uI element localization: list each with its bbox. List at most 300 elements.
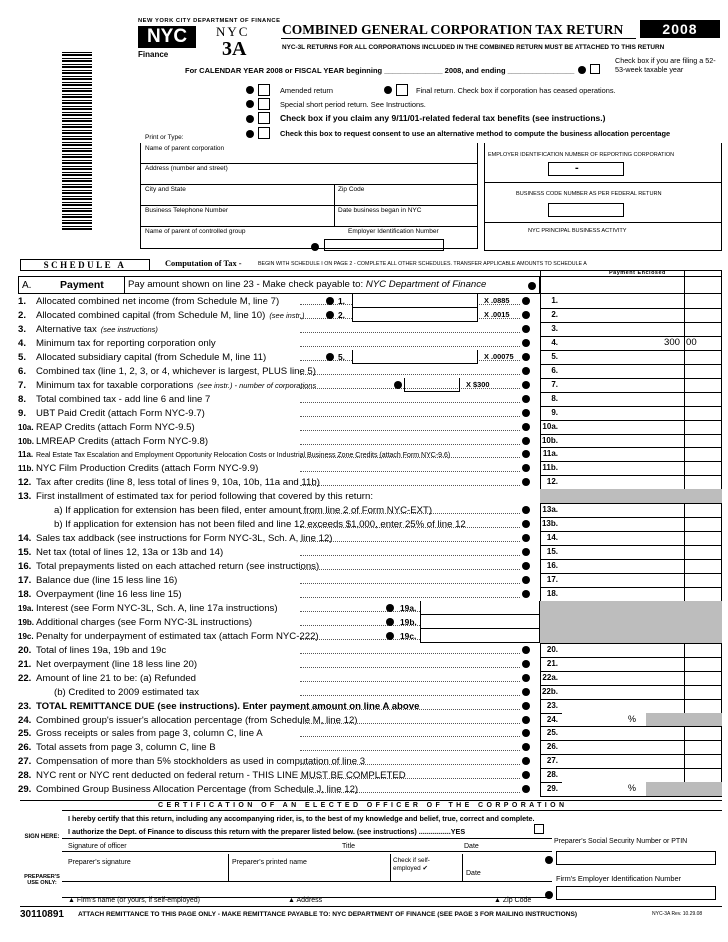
line-text: NYC rent or NYC rent deducted on federal return - THIS LINE MUST BE COMPLETED xyxy=(36,770,406,782)
print-or-type: Print or Type: xyxy=(145,134,184,141)
cert-line-2: I authorize the Dept. of Finance to discuss this return with the preparer listed below. (see instructions) ................YES xyxy=(68,827,466,836)
box-label: 11a. xyxy=(542,449,558,459)
mid-label: 2. xyxy=(338,309,345,320)
divider xyxy=(390,854,391,882)
bullet-icon xyxy=(522,674,530,682)
bullet-icon xyxy=(246,130,254,138)
bullet-icon xyxy=(522,590,530,598)
bullet-icon xyxy=(522,395,530,403)
box-label: 24. xyxy=(546,714,558,724)
bullet-icon xyxy=(522,353,530,361)
mid-label: 1. xyxy=(338,296,345,306)
line-number: 7. xyxy=(18,379,27,391)
911-label: Check box if you claim any 9/11/01-related federal tax benefits (see instructions.) xyxy=(280,113,606,123)
line-text: Combined tax (line 1, 2, 3, or 4, whichever is largest, PLUS line 5) xyxy=(36,365,316,377)
line-text: Net overpayment (line 18 less line 20) xyxy=(36,658,198,670)
bullet-icon xyxy=(246,115,254,123)
form-revision: NYC-3A Rev. 10.29.08 xyxy=(652,911,703,917)
box-label: 13b. xyxy=(541,519,558,529)
date-began-label: Date business began in NYC xyxy=(338,207,422,214)
line-number: 20. xyxy=(18,644,32,656)
amount-input[interactable] xyxy=(562,531,684,545)
box-label: 20. xyxy=(546,644,558,654)
amount-input[interactable] xyxy=(562,378,684,392)
line-text: Combined group's issuer's allocation percentage (from Schedule M, line 12) xyxy=(36,714,358,726)
line-note: (see instructions) xyxy=(100,324,158,334)
line-row xyxy=(18,645,538,658)
leader-dots xyxy=(300,723,520,724)
amount-input[interactable] xyxy=(562,461,684,475)
amount-input[interactable] xyxy=(562,768,684,782)
line-text: a) If application for extension has been filed, enter amount from line 2 of Form NYC-EXT) xyxy=(54,505,433,517)
leader-dots xyxy=(300,750,520,751)
barcode xyxy=(62,50,92,230)
amount-input xyxy=(540,629,722,643)
line-row xyxy=(18,756,538,769)
bullet-icon xyxy=(326,311,334,319)
nyc-activity-label: NYC PRINCIPAL BUSINESS ACTIVITY xyxy=(528,228,627,234)
line-row xyxy=(18,477,538,490)
ein-label: Employer Identification Number xyxy=(348,228,439,235)
leader-dots xyxy=(300,471,520,472)
bullet-icon xyxy=(522,367,530,375)
line-row xyxy=(18,436,538,449)
amount-input[interactable] xyxy=(562,350,684,364)
bullet-icon xyxy=(394,381,402,389)
amount-input[interactable] xyxy=(562,740,684,754)
box-label: 7. xyxy=(551,379,558,389)
line-text: Allocated combined net income (from Schedule M, line 7) xyxy=(36,296,280,307)
title-label: Title xyxy=(342,843,355,850)
amended-label: Amended return xyxy=(280,86,333,95)
leader-dots xyxy=(300,444,520,445)
leader-dots xyxy=(300,430,520,431)
amount-input[interactable] xyxy=(562,559,684,573)
leader-dots xyxy=(300,736,520,737)
amount-input[interactable] xyxy=(562,726,684,740)
line-number: 11a. xyxy=(18,450,34,460)
line-row xyxy=(18,491,538,504)
amount-input[interactable] xyxy=(562,503,684,517)
line-text: Compensation of more than 5% stockholders as used in computation of line 3 xyxy=(36,756,366,768)
amount-input[interactable] xyxy=(562,685,684,699)
bullet-icon xyxy=(528,282,536,290)
box-label: 14. xyxy=(546,533,558,543)
amount-input[interactable]: 300 xyxy=(663,336,680,348)
line-text: Balance due (line 15 less line 16) xyxy=(36,575,178,586)
line-row xyxy=(18,687,538,700)
leader-dots xyxy=(300,374,520,375)
cert-title: CERTIFICATION OF AN ELECTED OFFICER OF THE CORPORATION xyxy=(158,802,568,809)
leader-dots xyxy=(300,569,520,570)
ein-controlled-input[interactable] xyxy=(324,239,444,251)
line-number: 3. xyxy=(18,323,27,335)
ein-input[interactable] xyxy=(548,162,624,176)
line-row xyxy=(18,547,538,560)
box-label: 22b. xyxy=(541,686,558,696)
box-label: 28. xyxy=(546,770,558,780)
line-text: Combined Group Business Allocation Percentage (from Schedule J, line 12) xyxy=(36,784,359,796)
mid-label: 19a. xyxy=(400,602,417,613)
line-row xyxy=(18,366,538,379)
rate-label: X .0885 xyxy=(484,296,510,305)
line-text: Alternative tax xyxy=(36,323,97,335)
logo-sub: Finance xyxy=(138,50,169,59)
line-text: Net tax (total of lines 12, 13a or 13b and 14) xyxy=(36,547,224,559)
line-text: Real Estate Tax Escalation and Employment Opportunity Relocation Costs or Industrial Business Zone Credits (attach Form NYC-9.6) xyxy=(36,452,451,460)
divider xyxy=(124,276,125,294)
form-code-2: 3A xyxy=(222,38,247,60)
mid-label: 19b. xyxy=(400,616,417,627)
zip-label: Zip Code xyxy=(338,186,365,193)
line-number: 10b. xyxy=(18,436,35,446)
business-code-input[interactable] xyxy=(548,203,624,217)
amount-input[interactable] xyxy=(562,643,684,657)
leader-dots xyxy=(300,402,520,403)
percent-sign: % xyxy=(628,783,637,794)
line-number: 16. xyxy=(18,561,32,573)
mid-amount-input[interactable] xyxy=(352,294,478,308)
mid-amount-input[interactable] xyxy=(352,308,478,322)
bullet-icon xyxy=(522,311,530,319)
leader-dots xyxy=(300,764,520,765)
leader-dots xyxy=(300,778,520,779)
line-row xyxy=(18,673,538,686)
sign-here: SIGN HERE: xyxy=(24,834,60,840)
prep-name-label: Preparer's printed name xyxy=(232,859,307,866)
firm-ein-input[interactable] xyxy=(556,886,716,900)
leader-dots xyxy=(300,346,520,347)
box-label: 10a. xyxy=(542,421,558,431)
amount-input[interactable] xyxy=(562,475,684,489)
bullet-icon xyxy=(246,86,254,94)
leader-dots xyxy=(300,695,520,696)
date-label: Date xyxy=(464,843,479,850)
form-subtitle: NYC-3L RETURNS FOR ALL CORPORATIONS INCLUDED IN THE COMBINED RETURN MUST BE ATTACHED TO THIS RETURN xyxy=(282,44,665,51)
line-text: Tax after credits (line 8, less total of lines 9, 10a, 10b, 11a and 11b) xyxy=(36,477,320,489)
bullet-icon xyxy=(522,437,530,445)
percent-sign: % xyxy=(628,713,637,724)
hyphen: - xyxy=(575,162,579,174)
line-number: 15. xyxy=(18,547,32,559)
bullet-icon xyxy=(522,297,530,305)
controlled-group-label: Name of parent of controlled group xyxy=(145,228,246,235)
amount-input[interactable] xyxy=(562,294,684,308)
line-text: First installment of estimated tax for period following that covered by this return: xyxy=(36,491,373,503)
line-row xyxy=(18,659,538,672)
checkbox-amended[interactable] xyxy=(258,84,270,96)
line-text: Minimum tax for reporting corporation only xyxy=(36,337,216,349)
firm-name-label: ▲ Firm's name (or yours, if self-employed) xyxy=(68,897,200,904)
line-number: 19a. xyxy=(18,603,34,613)
line-text: b) If application for extension has not been filed and line 12 exceeds $1,000, enter 25% of line 12 xyxy=(54,519,466,531)
box-label: 2. xyxy=(551,309,558,319)
bullet-icon xyxy=(246,100,254,108)
line-text: LMREAP Credits (attach Form NYC-9.8) xyxy=(36,435,209,447)
mid-label: 5. xyxy=(338,351,345,362)
line-row xyxy=(18,770,538,783)
amount-input[interactable] xyxy=(562,308,684,322)
line-text: Gross receipts or sales from page 3, column C, line A xyxy=(36,728,263,740)
line-row xyxy=(18,784,538,797)
line-a-letter: A. xyxy=(22,280,32,291)
rule xyxy=(20,800,722,801)
mid-amount-input[interactable] xyxy=(420,629,540,643)
amount-input xyxy=(540,601,722,615)
rule xyxy=(540,796,722,797)
form-title: COMBINED GENERAL CORPORATION TAX RETURN xyxy=(282,22,624,37)
leader-dots xyxy=(300,457,520,458)
rule xyxy=(484,222,722,223)
rule xyxy=(140,184,478,185)
cert-line-1: I hereby certify that this return, including any accompanying rider, is, to the best of my knowledge and belief, true, correct and complete. xyxy=(68,814,535,823)
corp-count-input[interactable] xyxy=(404,378,460,392)
check-52-53-label: Check box if you are filing a 52- 53-week taxable year xyxy=(615,56,716,74)
amount-input[interactable] xyxy=(562,545,684,559)
amount-input[interactable] xyxy=(562,392,684,406)
bullet-icon xyxy=(386,632,394,640)
prep-sig-label: Preparer's signature xyxy=(68,859,131,866)
line-number: 19b. xyxy=(18,617,35,627)
amount-input xyxy=(540,489,722,503)
rule xyxy=(140,205,478,206)
line-text: (b) Credited to 2009 estimated tax xyxy=(54,686,200,698)
box-label: 18. xyxy=(546,588,558,598)
line-a-label: Payment xyxy=(60,279,104,291)
line-number: 13. xyxy=(18,491,32,503)
line-row xyxy=(18,394,538,407)
box-label: 5. xyxy=(551,351,558,361)
line-number: 6. xyxy=(18,365,27,377)
leader-dots xyxy=(300,792,520,793)
leader-dots xyxy=(300,416,520,417)
bullet-icon xyxy=(578,66,586,74)
alt-method-label: Check this box to request consent to use an alternative method to compute the business allocation percentage xyxy=(280,129,671,138)
line-note: (see instr.) xyxy=(269,310,305,320)
amount-input[interactable] xyxy=(562,406,684,420)
line-row xyxy=(18,505,538,518)
nyc-logo: NYC xyxy=(138,26,196,48)
line-text: Overpayment (line 16 less line 15) xyxy=(36,588,182,600)
bullet-icon xyxy=(522,409,530,417)
checkbox-911[interactable] xyxy=(258,112,270,124)
box-label: 21. xyxy=(546,658,558,668)
box-label: 12. xyxy=(546,477,558,487)
line-row xyxy=(18,701,538,714)
amount-input[interactable] xyxy=(562,587,684,601)
rule xyxy=(484,182,722,183)
line-number: 10a. xyxy=(18,422,34,432)
line-number: 5. xyxy=(18,351,27,363)
line-text: Minimum tax for taxable corporations xyxy=(36,379,194,391)
bullet-icon xyxy=(522,562,530,570)
line-row xyxy=(18,519,538,532)
line-text: Total of lines 19a, 19b and 19c xyxy=(36,644,167,656)
dept-name: NEW YORK CITY DEPARTMENT OF FINANCE xyxy=(138,18,281,24)
line-row xyxy=(18,561,538,574)
rule xyxy=(140,226,478,227)
line-number: 29. xyxy=(18,784,32,796)
line-row xyxy=(18,408,538,421)
cents-value: 00 xyxy=(686,336,697,348)
leader-dots xyxy=(300,527,520,528)
amount-input[interactable] xyxy=(562,447,684,461)
line-number: 22. xyxy=(18,672,32,684)
ssn-input[interactable] xyxy=(556,851,716,865)
fiscal-year-line: For CALENDAR YEAR 2008 or FISCAL YEAR beginning ______________ 2008, and ending ________________ xyxy=(185,66,575,75)
line-row xyxy=(18,575,538,588)
mid-label: 19c. xyxy=(400,630,417,641)
amount-input[interactable] xyxy=(562,699,684,713)
leader-dots xyxy=(300,681,520,682)
leader-dots xyxy=(300,513,520,514)
line-text: Allocated subsidiary capital (from Schedule M, line 11) xyxy=(36,351,267,363)
bullet-icon xyxy=(326,297,334,305)
line-number: 21. xyxy=(18,658,32,670)
box-label: 10b. xyxy=(541,435,558,445)
bullet-icon xyxy=(522,423,530,431)
checkbox-alt-method[interactable] xyxy=(258,127,270,139)
amount-input[interactable] xyxy=(562,573,684,587)
line-text: Allocated combined capital (from Schedule M, line 10) xyxy=(36,309,266,321)
amount-input[interactable] xyxy=(562,671,684,685)
box-label: 6. xyxy=(551,365,558,375)
rate-label: X .00075 xyxy=(484,351,514,361)
rule xyxy=(62,810,722,811)
line-text: UBT Paid Credit (attach Form NYC-9.7) xyxy=(36,407,205,419)
line-note: (see instr.) - number of corporations xyxy=(197,380,317,390)
box-label: 9. xyxy=(551,407,558,417)
payment-enclosed-label: Payment Enclosed xyxy=(609,270,666,276)
zip-label: ▲ Zip Code xyxy=(494,897,532,904)
mid-amount-input[interactable] xyxy=(352,350,478,364)
address-label: Address (number and street) xyxy=(145,165,228,172)
box-label: 29. xyxy=(546,784,558,794)
line-number: 11b. xyxy=(18,464,34,474)
box-label: 11b. xyxy=(542,463,558,473)
bullet-icon xyxy=(522,646,530,654)
line-number: 24. xyxy=(18,714,32,726)
form-year: 2008 xyxy=(640,20,720,38)
shaded-cell xyxy=(646,782,722,796)
line-text: Additional charges (see Form NYC-3L instructions) xyxy=(36,616,253,628)
amount-input xyxy=(540,615,722,629)
checkbox-52-53-week[interactable] xyxy=(590,64,600,74)
line-number: 28. xyxy=(18,770,32,782)
line-text: Amount of line 21 to be: (a) Refunded xyxy=(36,672,196,684)
leader-dots xyxy=(300,583,520,584)
firm-name-row[interactable] xyxy=(62,884,552,898)
checkbox-discuss-yes[interactable] xyxy=(534,824,544,834)
line-text: NYC Film Production Credits (attach Form NYC-9.9) xyxy=(36,463,259,475)
line-text: Total assets from page 3, column C, line B xyxy=(36,742,216,754)
id-box xyxy=(484,143,722,251)
box-label: 1. xyxy=(551,296,558,305)
divider xyxy=(228,854,229,882)
amount-input[interactable] xyxy=(562,754,684,768)
payment-enclosed-input[interactable] xyxy=(540,276,722,294)
line-text: Penalty for underpayment of estimated tax (attach Form NYC-222) xyxy=(36,630,319,642)
leader-dots xyxy=(300,597,520,598)
preparer-use: PREPARER'S USE ONLY: xyxy=(24,874,60,886)
box-label: 25. xyxy=(546,728,558,738)
box-label: 4. xyxy=(551,337,558,347)
leader-dots xyxy=(300,653,520,654)
line-number: 27. xyxy=(18,756,32,768)
line-number: 19c. xyxy=(18,631,34,641)
checkbox-short-period[interactable] xyxy=(258,98,270,110)
self-employed-label: Check if self-employed ✔ xyxy=(393,857,430,872)
ssn-label: Preparer's Social Security Number or PTIN xyxy=(554,838,688,845)
parent-name-label: Name of parent corporation xyxy=(145,145,225,152)
line-a-text: Pay amount shown on line 23 - Make check payable to: NYC Department of Finance xyxy=(128,279,487,290)
form-barcode-number: 30110891 xyxy=(20,909,64,920)
box-label: 22a. xyxy=(542,672,558,682)
rate-label: X $300 xyxy=(466,379,490,389)
bullet-icon xyxy=(522,325,530,333)
bullet-icon xyxy=(522,660,530,668)
bullet-icon xyxy=(384,86,392,94)
line-row xyxy=(18,324,538,337)
line-row xyxy=(18,742,538,755)
line-number: 23. xyxy=(18,700,32,712)
short-period-label: Special short period return. See Instructions. xyxy=(280,100,426,109)
phone-label: Business Telephone Number xyxy=(145,207,228,214)
bullet-icon xyxy=(522,381,530,389)
leader-dots xyxy=(300,332,520,333)
bullet-icon xyxy=(522,702,530,710)
line-row xyxy=(18,449,538,462)
city-label: City and State xyxy=(145,186,186,193)
line-text: Total prepayments listed on each attached return (see instructions) xyxy=(36,561,320,573)
mid-amount-input[interactable] xyxy=(420,615,540,629)
amount-input[interactable] xyxy=(562,420,684,434)
schedule-a-label: SCHEDULE A xyxy=(20,259,150,271)
bullet-icon xyxy=(386,604,394,612)
line-row xyxy=(18,422,538,435)
amount-input[interactable] xyxy=(562,364,684,378)
firm-ein-label: Firm's Employer Identification Number xyxy=(556,874,682,883)
line-number: 18. xyxy=(18,588,32,600)
box-label: 3. xyxy=(551,323,558,333)
amount-input[interactable] xyxy=(562,434,684,448)
schedule-a-note: BEGIN WITH SCHEDULE I ON PAGE 2 - COMPLETE ALL OTHER SCHEDULES. TRANSFER APPLICABLE AMOUNTS TO SCHEDULE A xyxy=(258,261,587,267)
leader-dots xyxy=(300,555,520,556)
shaded-cell xyxy=(646,713,722,727)
line-text: Total combined tax - add line 6 and line 7 xyxy=(36,393,211,405)
line-text: Sales tax addback (see instructions for Form NYC-3L, Sch. A, line 12) xyxy=(36,533,333,545)
prep-date-label: Date xyxy=(466,870,481,877)
box-label: 26. xyxy=(546,742,558,752)
amount-input[interactable] xyxy=(562,657,684,671)
sig-officer-label: Signature of officer xyxy=(68,843,127,850)
line-number: 1. xyxy=(18,296,27,307)
amount-input[interactable] xyxy=(562,322,684,336)
leader-dots xyxy=(300,541,520,542)
bullet-icon xyxy=(311,243,319,251)
bullet-icon xyxy=(522,688,530,696)
checkbox-final[interactable] xyxy=(396,84,408,96)
line-text: Interest (see Form NYC-3L, Sch. A, line 17a instructions) xyxy=(36,602,278,614)
line-text: REAP Credits (attach Form NYC-9.5) xyxy=(36,421,195,433)
line-row xyxy=(18,715,538,728)
line-number: 25. xyxy=(18,728,32,740)
box-label: 13a. xyxy=(542,505,558,515)
line-number: 17. xyxy=(18,575,32,586)
amount-input[interactable] xyxy=(562,517,684,531)
bullet-icon xyxy=(522,576,530,584)
mid-amount-input[interactable] xyxy=(420,601,540,615)
